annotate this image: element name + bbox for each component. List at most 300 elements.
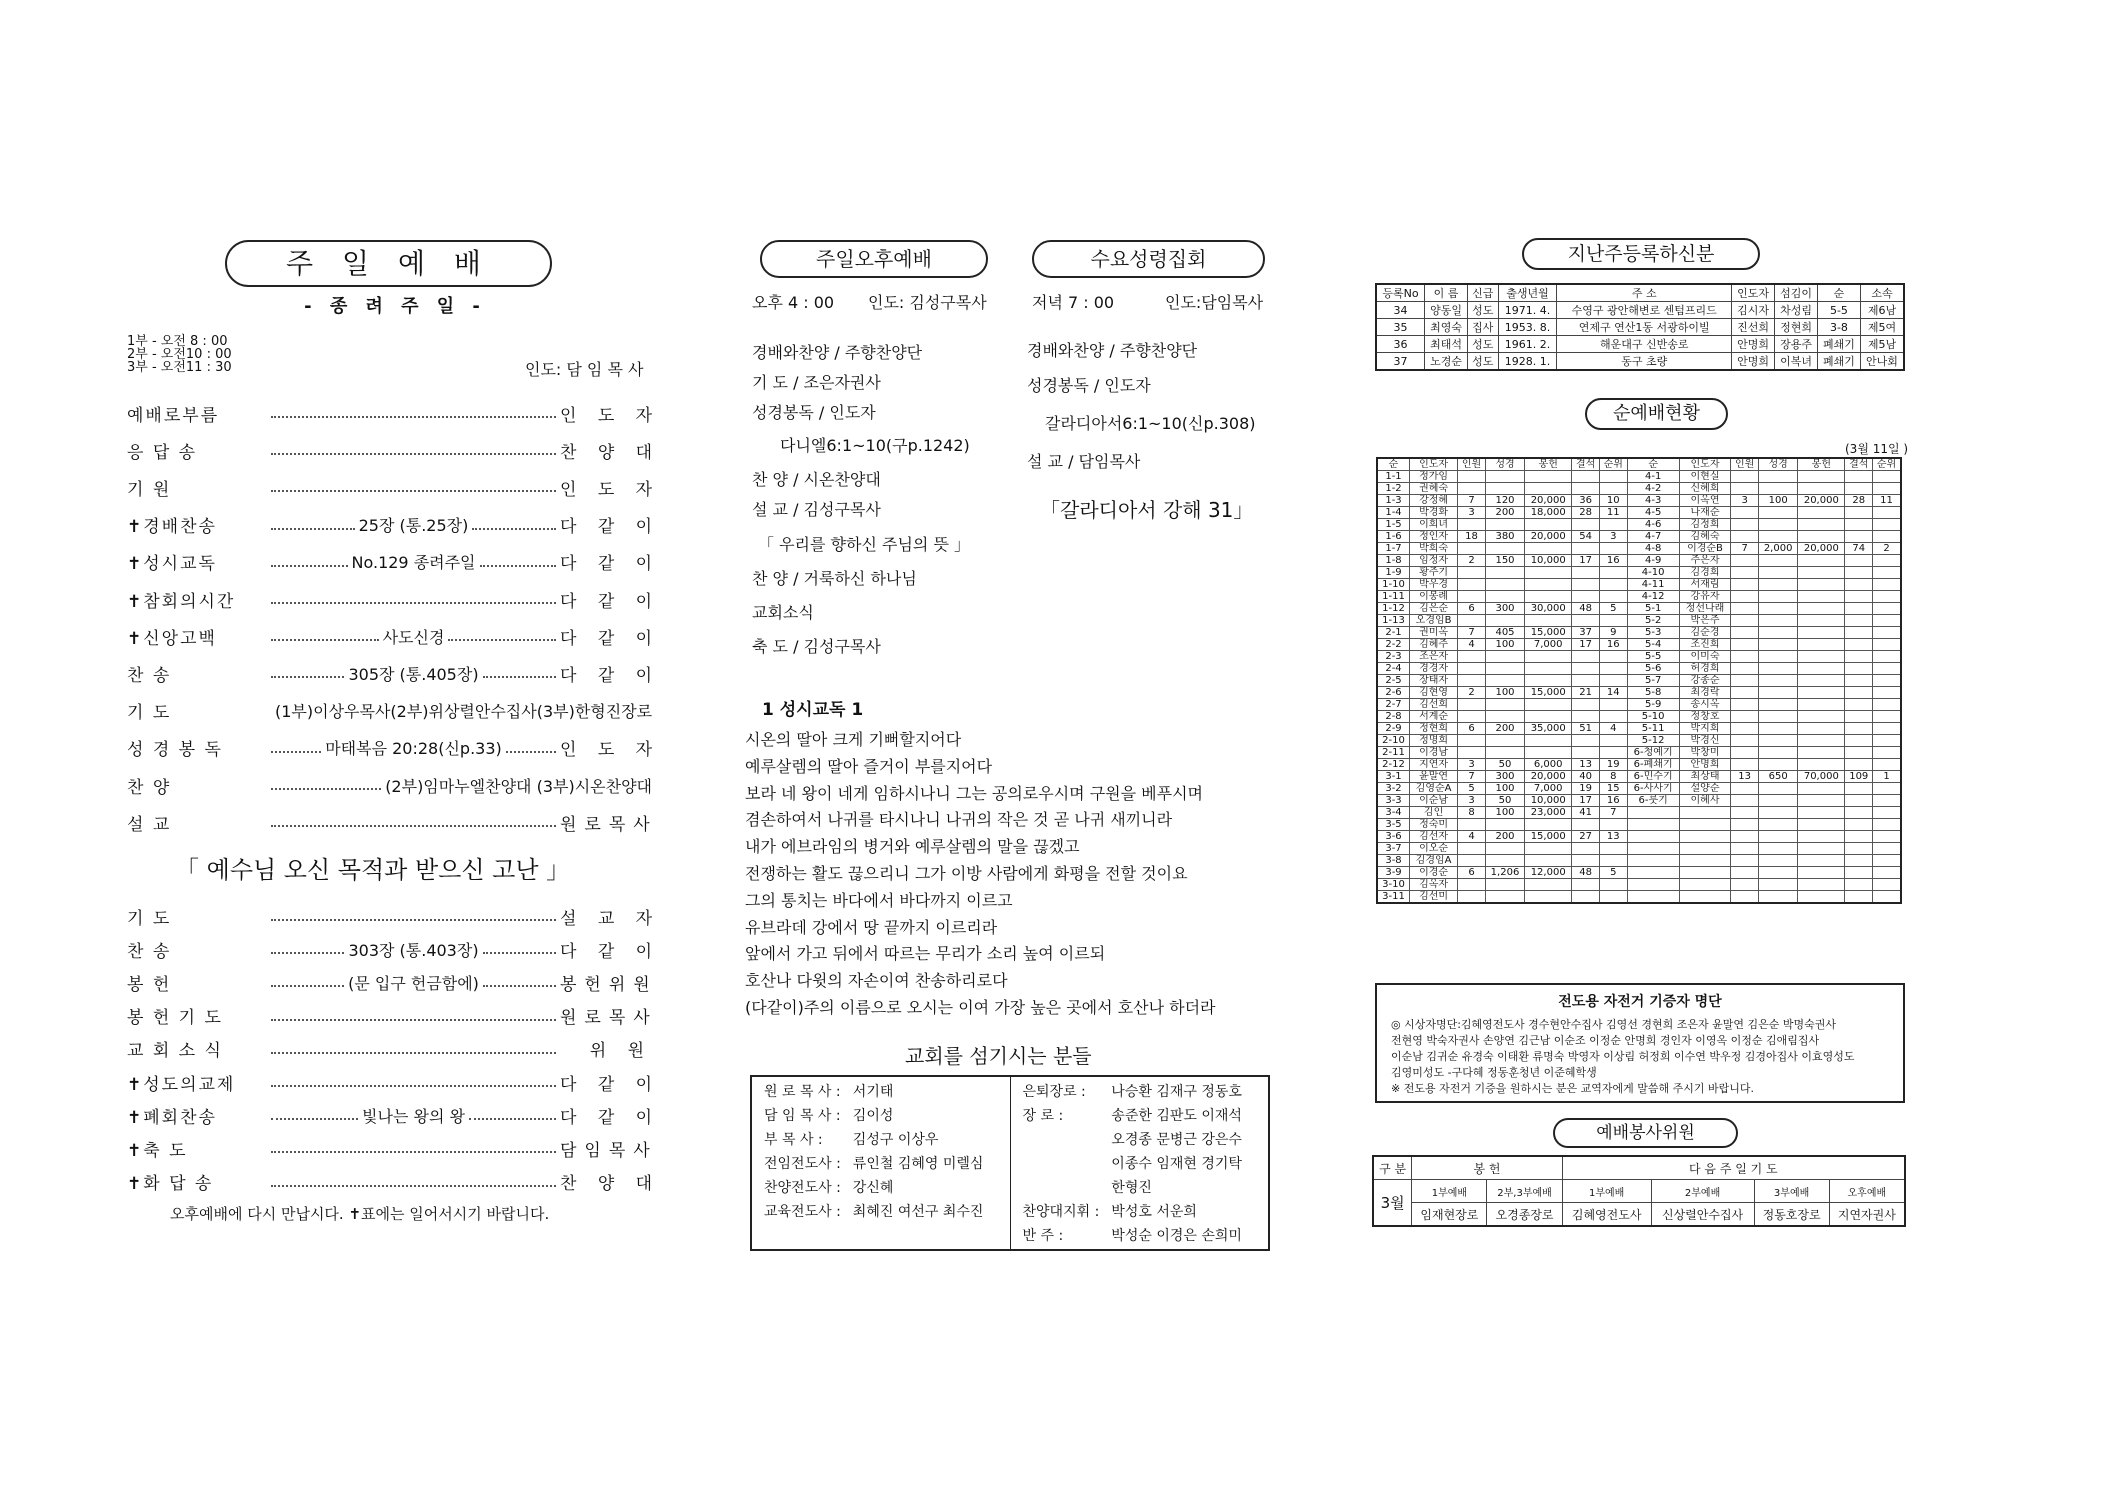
attendance-cell: 1-9 <box>1377 567 1410 579</box>
table-row <box>1377 567 1901 579</box>
wednesday-sermon: 「갈라디아서 강해 31」 <box>1040 498 1254 522</box>
order-detail: (2부)임마누엘찬양대 (3부)시온찬양대 <box>385 776 652 796</box>
attendance-cell: 16 <box>1599 639 1627 651</box>
staff-role <box>1017 1175 1106 1199</box>
attendance-cell <box>1731 831 1759 843</box>
order-label: ✝경배찬송 <box>127 517 217 538</box>
newcomer-cell: 1928. 1. <box>1498 353 1557 371</box>
attendance-cell <box>1599 615 1627 627</box>
staff-right <box>1010 1076 1269 1250</box>
attendance-date: (3월 11일 ) <box>1845 442 1909 456</box>
attendance-cell <box>1759 867 1798 879</box>
attendance-cell <box>1845 471 1873 483</box>
attendance-cell <box>1759 783 1798 795</box>
attendance-cell <box>1485 519 1524 531</box>
attendance-cell <box>1873 567 1901 579</box>
attendance-cell <box>1458 675 1486 687</box>
attendance-cell <box>1458 519 1486 531</box>
attendance-cell <box>1679 807 1731 819</box>
attendance-cell <box>1798 783 1845 795</box>
duty-sub: 2부,3부예배 <box>1487 1180 1562 1203</box>
leader-dots <box>483 676 556 678</box>
newcomer-cell: 성도 <box>1468 353 1499 371</box>
attendance-cell: 6 <box>1458 603 1486 615</box>
wednesday-leader: 인도:담임목사 <box>1165 293 1264 312</box>
order-middle <box>267 449 560 451</box>
attendance-cell: 30,000 <box>1525 603 1572 615</box>
attendance-cell: 허경희 <box>1679 663 1731 675</box>
order-row <box>127 735 661 761</box>
attendance-cell: 박경신 <box>1679 735 1731 747</box>
attendance-cell: 4-11 <box>1627 579 1679 591</box>
attendance-cell <box>1731 507 1759 519</box>
attendance-cell: 100 <box>1485 639 1524 651</box>
order-row <box>127 903 661 929</box>
attendance-cell <box>1525 519 1572 531</box>
staff-row <box>758 1127 989 1151</box>
attendance-cell: 8 <box>1458 807 1486 819</box>
order-middle <box>267 971 560 994</box>
attendance-cell: 주은자 <box>1679 555 1731 567</box>
attendance-cell: 37 <box>1572 627 1600 639</box>
attendance-cell: 3-10 <box>1377 879 1410 891</box>
order-middle <box>267 486 560 488</box>
attendance-cell: 27 <box>1572 831 1600 843</box>
staff-names: 한형진 <box>1111 1180 1152 1196</box>
table-row <box>1376 336 1904 353</box>
attendance-cell <box>1845 891 1873 904</box>
attendance-cell: 2-10 <box>1377 735 1410 747</box>
attendance-cell <box>1599 519 1627 531</box>
attendance-cell <box>1845 843 1873 855</box>
attendance-cell: 정창호 <box>1679 711 1731 723</box>
attendance-cell: 40 <box>1572 771 1600 783</box>
main-service-leader: 인도: 담 임 목 사 <box>525 360 644 379</box>
attendance-cell: 3 <box>1731 495 1759 507</box>
attendance-cell: 1-1 <box>1377 471 1410 483</box>
attendance-cell <box>1679 891 1731 904</box>
attendance-cell <box>1731 747 1759 759</box>
attendance-cell <box>1731 603 1759 615</box>
order-role: 설 교 자 <box>560 908 661 929</box>
attendance-cell <box>1572 699 1600 711</box>
order-middle <box>267 1081 560 1083</box>
attendance-cell <box>1525 675 1572 687</box>
staff-row <box>1017 1151 1248 1175</box>
attendance-cell <box>1845 831 1873 843</box>
attendance-cell: 15 <box>1599 783 1627 795</box>
attendance-cell <box>1731 807 1759 819</box>
attendance-header: 인원 <box>1731 458 1759 471</box>
attendance-cell: 김순경 <box>1679 627 1731 639</box>
attendance-cell: 3-9 <box>1377 867 1410 879</box>
staff-names: 서기태 <box>852 1084 894 1100</box>
attendance-cell <box>1599 663 1627 675</box>
table-row <box>1377 723 1901 735</box>
attendance-cell: 200 <box>1485 723 1524 735</box>
attendance-cell: 3-11 <box>1377 891 1410 904</box>
newcomer-cell: 최태석 <box>1425 336 1468 353</box>
attendance-cell: 19 <box>1572 783 1600 795</box>
staff-names: 최혜진 여선구 최수진 <box>852 1204 984 1220</box>
attendance-cell <box>1798 723 1845 735</box>
order-role: 봉헌위원 <box>560 974 658 995</box>
afternoon-line: 축 도 / 김성구목사 <box>752 637 881 656</box>
attendance-cell: 1,206 <box>1485 867 1524 879</box>
newcomer-cell: 제6남 <box>1860 302 1904 319</box>
order-row <box>127 474 661 500</box>
afternoon-line: 다니엘6:1~10(구p.1242) <box>780 436 970 455</box>
order-detail: 마태복음 20:28(신p.33) <box>325 739 502 759</box>
attendance-cell <box>1759 603 1798 615</box>
attendance-cell: 1-8 <box>1377 555 1410 567</box>
order-middle <box>267 1181 560 1183</box>
attendance-cell <box>1458 735 1486 747</box>
attendance-cell <box>1627 843 1679 855</box>
duty-name: 지연자권사 <box>1829 1203 1905 1227</box>
table-row <box>1377 675 1901 687</box>
attendance-cell <box>1627 891 1679 904</box>
attendance-cell: 200 <box>1485 831 1524 843</box>
order-detail: 303장 (통.403장) <box>348 940 479 960</box>
table-row <box>1377 771 1901 783</box>
attendance-cell <box>1525 747 1572 759</box>
newcomers-header: 순 <box>1817 284 1860 302</box>
attendance-cell <box>1525 819 1572 831</box>
duty-sub: 1부예배 <box>1412 1180 1487 1203</box>
table-row <box>1377 819 1901 831</box>
attendance-cell <box>1873 831 1901 843</box>
attendance-cell <box>1458 855 1486 867</box>
attendance-cell <box>1731 639 1759 651</box>
attendance-cell: 4 <box>1458 831 1486 843</box>
attendance-header: 인도자 <box>1410 458 1458 471</box>
newcomer-cell: 폐쇄기 <box>1817 353 1860 371</box>
table-row <box>1377 663 1901 675</box>
table-row <box>1377 603 1901 615</box>
attendance-cell: 1-11 <box>1377 591 1410 603</box>
attendance-cell <box>1873 483 1901 495</box>
order-label: 성 경 봉 독 <box>127 740 223 761</box>
attendance-cell <box>1845 651 1873 663</box>
order-row <box>127 936 661 962</box>
table-row <box>1377 735 1901 747</box>
leader-dots <box>483 985 556 987</box>
attendance-cell <box>1759 687 1798 699</box>
order-row <box>127 660 661 686</box>
attendance-cell <box>1458 471 1486 483</box>
duty-sub: 1부예배 <box>1562 1180 1651 1203</box>
duty-name: 임재현장로 <box>1412 1203 1487 1227</box>
order-role: 다 같 이 <box>560 591 661 612</box>
newcomers-header: 등록No <box>1376 284 1425 302</box>
attendance-cell: 3-3 <box>1377 795 1410 807</box>
attendance-cell <box>1798 663 1845 675</box>
order-middle <box>267 625 560 648</box>
table-row <box>1377 843 1901 855</box>
attendance-cell <box>1759 615 1798 627</box>
afternoon-line: 찬 양 / 거룩하신 하나님 <box>752 569 917 588</box>
leader-dots <box>271 528 355 530</box>
staff-row <box>758 1079 989 1103</box>
attendance-cell <box>1798 687 1845 699</box>
attendance-cell: 조진희 <box>1679 639 1731 651</box>
attendance-cell: 강종순 <box>1679 675 1731 687</box>
attendance-cell <box>1845 687 1873 699</box>
table-row <box>1377 747 1901 759</box>
attendance-cell <box>1873 603 1901 615</box>
staff-names: 송준한 김판도 이재석 <box>1111 1108 1242 1124</box>
afternoon-line: 기 도 / 조은자권사 <box>752 373 881 392</box>
attendance-cell <box>1485 879 1524 891</box>
attendance-cell: 10 <box>1599 495 1627 507</box>
order-label: 찬 송 <box>127 665 172 686</box>
attendance-cell <box>1485 675 1524 687</box>
newcomer-cell: 해운대구 신반송로 <box>1557 336 1732 353</box>
table-row <box>1377 615 1901 627</box>
attendance-cell: 10,000 <box>1525 795 1572 807</box>
attendance-cell: 오경임B <box>1410 615 1458 627</box>
order-label: 기 원 <box>127 479 172 500</box>
attendance-cell <box>1798 531 1845 543</box>
order-role: 찬 양 대 <box>560 1174 661 1195</box>
order-row <box>127 549 661 575</box>
order-middle <box>267 1104 560 1127</box>
order-label: 기 도 <box>127 908 172 929</box>
order-label: 기 도 <box>127 703 172 724</box>
table-row <box>1377 471 1901 483</box>
attendance-cell: 50 <box>1485 795 1524 807</box>
order-role: 위 원 <box>589 1041 652 1062</box>
attendance-cell: 서재림 <box>1679 579 1731 591</box>
attendance-cell: 20,000 <box>1798 543 1845 555</box>
attendance-cell <box>1572 711 1600 723</box>
attendance-cell <box>1798 735 1845 747</box>
attendance-cell: 송시옥 <box>1679 699 1731 711</box>
attendance-cell <box>1731 783 1759 795</box>
attendance-cell <box>1873 579 1901 591</box>
attendance-cell <box>1525 663 1572 675</box>
order-role: 다 같 이 <box>560 1074 661 1095</box>
attendance-cell: 3-7 <box>1377 843 1410 855</box>
reading-verse: 보라 네 왕이 네게 임하시나니 그는 공의로우시며 구원을 베푸시며 <box>745 783 1204 803</box>
attendance-cell: 3-1 <box>1377 771 1410 783</box>
newcomers-title: 지난주등록하신분 <box>1522 238 1760 270</box>
afternoon-line: 교회소식 <box>752 603 814 622</box>
attendance-cell <box>1873 795 1901 807</box>
attendance-cell: 15,000 <box>1525 831 1572 843</box>
attendance-cell: 2 <box>1458 555 1486 567</box>
attendance-cell <box>1845 639 1873 651</box>
newcomer-cell: 37 <box>1376 353 1425 371</box>
attendance-cell <box>1525 699 1572 711</box>
attendance-cell: 권미옥 <box>1410 627 1458 639</box>
newcomer-cell: 35 <box>1376 319 1425 336</box>
staff-role <box>1017 1127 1106 1151</box>
attendance-cell <box>1572 591 1600 603</box>
attendance-cell <box>1845 807 1873 819</box>
attendance-cell: 120 <box>1485 495 1524 507</box>
attendance-cell <box>1759 891 1798 904</box>
attendance-cell: 54 <box>1572 531 1600 543</box>
attendance-cell <box>1873 531 1901 543</box>
attendance-cell: 1-2 <box>1377 483 1410 495</box>
attendance-cell: 김혜주 <box>1410 639 1458 651</box>
attendance-cell: 1-4 <box>1377 507 1410 519</box>
staff-names: 박성호 서운희 <box>1111 1204 1197 1220</box>
leader-dots <box>271 565 348 567</box>
attendance-cell <box>1845 615 1873 627</box>
staff-role: 교육전도사 : <box>764 1204 841 1220</box>
staff-row <box>1017 1127 1248 1151</box>
attendance-cell: 11 <box>1599 507 1627 519</box>
attendance-cell <box>1485 663 1524 675</box>
table-row <box>1377 579 1901 591</box>
table-row <box>1377 831 1901 843</box>
order-middle <box>267 774 652 797</box>
newcomer-cell: 1953. 8. <box>1498 319 1557 336</box>
order-middle <box>267 1015 560 1017</box>
attendance-cell <box>1798 555 1845 567</box>
attendance-cell: 17 <box>1572 639 1600 651</box>
attendance-cell <box>1759 591 1798 603</box>
attendance-cell <box>1627 819 1679 831</box>
table-row <box>1377 627 1901 639</box>
newcomer-cell: 성도 <box>1468 336 1499 353</box>
attendance-cell <box>1599 483 1627 495</box>
leader-dots <box>506 751 556 753</box>
attendance-cell <box>1798 639 1845 651</box>
attendance-cell: 5-6 <box>1627 663 1679 675</box>
attendance-cell <box>1845 867 1873 879</box>
staff-row <box>758 1151 989 1175</box>
staff-names: 강신혜 <box>852 1180 894 1196</box>
attendance-cell: 장태자 <box>1410 675 1458 687</box>
attendance-cell <box>1572 891 1600 904</box>
order-middle <box>267 915 560 917</box>
attendance-cell: 박창미 <box>1679 747 1731 759</box>
order-row <box>127 400 661 426</box>
wednesday-line: 경배와찬양 / 주향찬양단 <box>1027 341 1198 360</box>
attendance-cell <box>1599 891 1627 904</box>
attendance-cell <box>1798 567 1845 579</box>
attendance-cell <box>1731 615 1759 627</box>
attendance-cell: 서계순 <box>1410 711 1458 723</box>
newcomers-header: 이 름 <box>1425 284 1468 302</box>
attendance-cell: 5-5 <box>1627 651 1679 663</box>
leader-dots <box>271 1052 556 1054</box>
attendance-cell <box>1873 723 1901 735</box>
attendance-cell: 3-2 <box>1377 783 1410 795</box>
attendance-cell <box>1845 759 1873 771</box>
wednesday-line: 갈라디아서6:1~10(신p.308) <box>1045 414 1256 433</box>
attendance-cell <box>1599 567 1627 579</box>
attendance-cell <box>1679 843 1731 855</box>
wednesday-line: 설 교 / 담임목사 <box>1027 452 1141 471</box>
order-label: 설 교 <box>127 814 172 835</box>
attendance-cell <box>1759 759 1798 771</box>
order-label: ✝폐회찬송 <box>127 1107 217 1128</box>
order-detail: (문 입구 헌금함에) <box>348 973 479 993</box>
attendance-cell <box>1731 579 1759 591</box>
attendance-cell <box>1458 543 1486 555</box>
duty-name: 오경종장로 <box>1487 1203 1562 1227</box>
attendance-cell <box>1525 567 1572 579</box>
attendance-cell <box>1759 831 1798 843</box>
order-row <box>127 698 652 724</box>
attendance-cell <box>1627 867 1679 879</box>
attendance-cell: 5-11 <box>1627 723 1679 735</box>
attendance-cell <box>1798 579 1845 591</box>
attendance-cell: 19 <box>1599 759 1627 771</box>
attendance-header: 봉헌 <box>1798 458 1845 471</box>
staff-role: 찬양전도사 : <box>764 1180 841 1196</box>
service-time-3: 3부 - 오전11 : 30 <box>127 360 232 375</box>
attendance-cell <box>1458 699 1486 711</box>
attendance-cell <box>1525 735 1572 747</box>
attendance-cell <box>1572 879 1600 891</box>
attendance-cell <box>1485 567 1524 579</box>
attendance-cell <box>1759 579 1798 591</box>
attendance-cell: 권혜숙 <box>1410 483 1458 495</box>
attendance-cell: 15,000 <box>1525 627 1572 639</box>
attendance-cell <box>1572 651 1600 663</box>
attendance-cell <box>1759 795 1798 807</box>
attendance-cell <box>1759 699 1798 711</box>
table-row <box>1377 519 1901 531</box>
attendance-cell <box>1845 591 1873 603</box>
staff-role: 담 임 목 사 : <box>764 1108 841 1124</box>
attendance-cell <box>1731 651 1759 663</box>
reading-verse: 시온의 딸아 크게 기뻐할지어다 <box>745 730 962 749</box>
attendance-cell <box>1759 807 1798 819</box>
leader-dots <box>271 788 381 790</box>
attendance-cell <box>1873 639 1901 651</box>
attendance-cell <box>1731 567 1759 579</box>
attendance-cell <box>1759 555 1798 567</box>
attendance-cell: 5-2 <box>1627 615 1679 627</box>
attendance-cell: 300 <box>1485 603 1524 615</box>
staff-row <box>1017 1175 1248 1199</box>
leader-dots <box>271 985 344 987</box>
attendance-cell <box>1485 735 1524 747</box>
staff-row <box>1017 1199 1248 1223</box>
attendance-cell <box>1679 879 1731 891</box>
attendance-cell <box>1873 879 1901 891</box>
attendance-cell <box>1599 819 1627 831</box>
staff-role: 찬양대지휘 : <box>1022 1204 1100 1220</box>
attendance-cell <box>1798 675 1845 687</box>
order-label: ✝참회의시간 <box>127 591 236 612</box>
attendance-cell: 3 <box>1458 507 1486 519</box>
attendance-cell <box>1759 471 1798 483</box>
order-detail: (1부)이상우목사(2부)위상렬안수집사(3부)한형진장로 <box>275 702 653 722</box>
attendance-cell <box>1873 651 1901 663</box>
staff-role: 부 목 사 : <box>764 1132 823 1148</box>
leader-dots <box>271 1085 556 1087</box>
afternoon-line: 경배와찬양 / 주향찬양단 <box>752 343 923 362</box>
attendance-cell <box>1759 855 1798 867</box>
attendance-cell: 4-10 <box>1627 567 1679 579</box>
attendance-cell: 2,000 <box>1759 543 1798 555</box>
duty-sub: 3부예배 <box>1754 1180 1829 1203</box>
newcomer-cell: 김시자 <box>1732 302 1775 319</box>
order-middle <box>267 821 560 823</box>
attendance-header: 인원 <box>1458 458 1486 471</box>
attendance-cell <box>1798 507 1845 519</box>
attendance-cell <box>1525 891 1572 904</box>
order-row <box>127 1102 661 1128</box>
